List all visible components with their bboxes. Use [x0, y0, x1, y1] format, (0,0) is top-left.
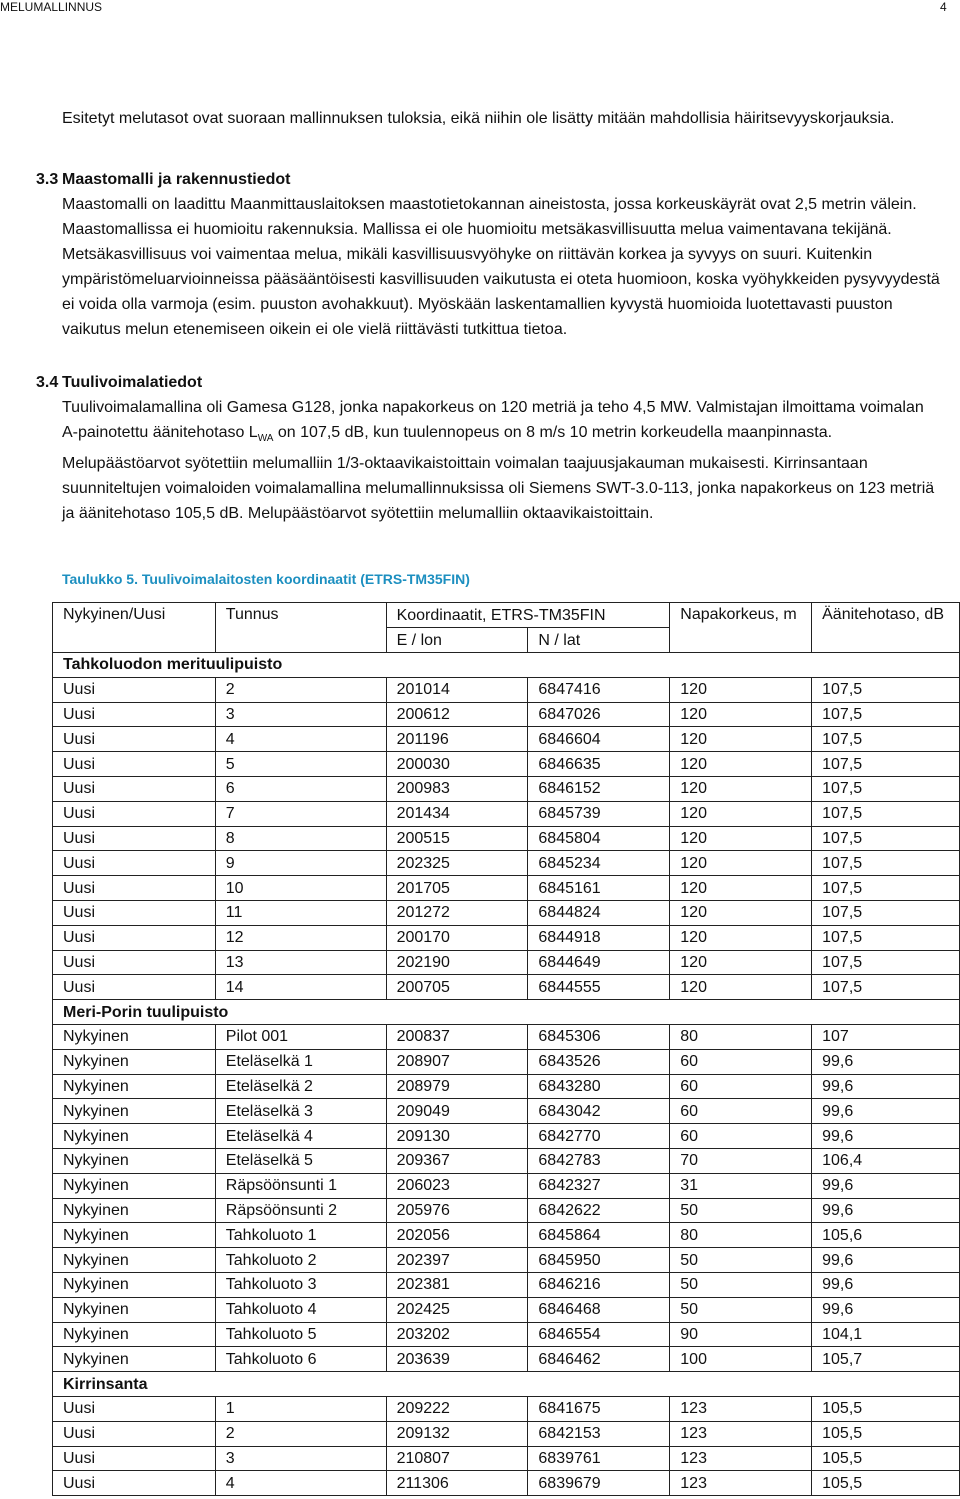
subscript: WA — [257, 433, 274, 445]
page-number: 4 — [940, 0, 947, 14]
table-cell: Uusi — [53, 1446, 216, 1471]
table-row — [53, 975, 960, 1000]
table-cell: 6846468 — [528, 1297, 670, 1322]
section-title: Maastomalli ja rakennustiedot — [62, 171, 291, 188]
table-row — [53, 950, 960, 975]
table-cell: 12 — [215, 925, 386, 950]
table-cell: 6845306 — [528, 1024, 670, 1049]
group-row — [53, 1000, 960, 1025]
table-cell: 80 — [670, 1024, 812, 1049]
table-cell: 120 — [670, 851, 812, 876]
table-row — [53, 776, 960, 801]
table-cell: 206023 — [386, 1173, 528, 1198]
table-cell: Tahkoluoto 6 — [215, 1347, 386, 1372]
section-title: Tuulivoimalatiedot — [62, 374, 203, 391]
table-cell: Räpsöönsunti 2 — [215, 1198, 386, 1223]
table-cell: 208907 — [386, 1049, 528, 1074]
table-row — [53, 1347, 960, 1372]
group-row — [53, 653, 960, 678]
table-cell: 107 — [812, 1024, 960, 1049]
table-cell: 107,5 — [812, 801, 960, 826]
table-cell: Tahkoluoto 3 — [215, 1272, 386, 1297]
header-coordinates: Koordinaatit, ETRS-TM35FIN — [386, 603, 670, 628]
table-cell: 99,6 — [812, 1049, 960, 1074]
table-row — [53, 1074, 960, 1099]
table-cell: 120 — [670, 752, 812, 777]
table-row — [53, 1099, 960, 1124]
table-row — [53, 876, 960, 901]
table-cell: 6845864 — [528, 1223, 670, 1248]
table-cell: 107,5 — [812, 677, 960, 702]
table-cell: 8 — [215, 826, 386, 851]
table-cell: Nykyinen — [53, 1198, 216, 1223]
table-cell: 201272 — [386, 900, 528, 925]
table-cell: 105,6 — [812, 1223, 960, 1248]
header-sound-power: Äänitehotaso, dB — [812, 603, 960, 653]
table-cell: 13 — [215, 950, 386, 975]
table-cell: Uusi — [53, 801, 216, 826]
table-cell: Nykyinen — [53, 1347, 216, 1372]
header-easting: E / lon — [386, 628, 528, 653]
group-name: Meri-Porin tuulipuisto — [53, 1000, 960, 1025]
table-cell: Uusi — [53, 752, 216, 777]
table-cell: 203202 — [386, 1322, 528, 1347]
table-cell: 3 — [215, 1446, 386, 1471]
table-cell: Räpsöönsunti 1 — [215, 1173, 386, 1198]
table-cell: 203639 — [386, 1347, 528, 1372]
table-cell: 6845234 — [528, 851, 670, 876]
table-cell: 200030 — [386, 752, 528, 777]
table-cell: 6847026 — [528, 702, 670, 727]
table-cell: 50 — [670, 1297, 812, 1322]
table-cell: 202190 — [386, 950, 528, 975]
table-cell: 120 — [670, 975, 812, 1000]
table-cell: Nykyinen — [53, 1223, 216, 1248]
table-cell: 123 — [670, 1446, 812, 1471]
table-cell: 200612 — [386, 702, 528, 727]
table-cell: Eteläselkä 2 — [215, 1074, 386, 1099]
header-status: Nykyinen/Uusi — [53, 603, 216, 653]
table-cell: Nykyinen — [53, 1099, 216, 1124]
table-cell: 201014 — [386, 677, 528, 702]
table-cell: 6844824 — [528, 900, 670, 925]
table-cell: 5 — [215, 752, 386, 777]
table-cell: 10 — [215, 876, 386, 901]
table-cell: 6845739 — [528, 801, 670, 826]
table-cell: Nykyinen — [53, 1272, 216, 1297]
table-cell: Uusi — [53, 900, 216, 925]
table-row — [53, 1049, 960, 1074]
table-cell: 6846216 — [528, 1272, 670, 1297]
table-row — [53, 826, 960, 851]
table-row — [53, 1471, 960, 1496]
header-northing: N / lat — [528, 628, 670, 653]
table-cell: 201705 — [386, 876, 528, 901]
table-cell: 107,5 — [812, 776, 960, 801]
table-row — [53, 1322, 960, 1347]
table-cell: 123 — [670, 1396, 812, 1421]
intro-paragraph: Esitetyt melutasot ovat suoraan mallinnuksen tuloksia, eikä niihin ole lisätty mitään mahdollisia häiritsevyyskorjauksia. — [62, 110, 895, 127]
table-cell: 120 — [670, 702, 812, 727]
table-cell: 50 — [670, 1248, 812, 1273]
table-cell: 31 — [670, 1173, 812, 1198]
table-cell: 107,5 — [812, 950, 960, 975]
table-cell: 107,5 — [812, 975, 960, 1000]
table-cell: 60 — [670, 1074, 812, 1099]
table-cell: 99,6 — [812, 1124, 960, 1149]
page-header — [0, 0, 960, 14]
section-number: 3.3 — [36, 171, 59, 188]
table-cell: 6842770 — [528, 1124, 670, 1149]
table-cell: 202381 — [386, 1272, 528, 1297]
table-cell: 200170 — [386, 925, 528, 950]
table-cell: Uusi — [53, 727, 216, 752]
table-cell: Nykyinen — [53, 1148, 216, 1173]
table-cell: 50 — [670, 1198, 812, 1223]
table-cell: 209130 — [386, 1124, 528, 1149]
table-cell: Nykyinen — [53, 1124, 216, 1149]
table-row — [53, 1248, 960, 1273]
table-cell: 120 — [670, 727, 812, 752]
group-name: Tahkoluodon merituulipuisto — [53, 653, 960, 678]
table-row — [53, 677, 960, 702]
table-cell: 6846554 — [528, 1322, 670, 1347]
table-cell: 60 — [670, 1049, 812, 1074]
table-row — [53, 1297, 960, 1322]
table-cell: 7 — [215, 801, 386, 826]
table-cell: 105,5 — [812, 1471, 960, 1496]
table-cell: 120 — [670, 801, 812, 826]
group-name: Kirrinsanta — [53, 1372, 960, 1397]
coordinates-table — [52, 602, 960, 1496]
table-cell: 107,5 — [812, 900, 960, 925]
table-cell: Nykyinen — [53, 1248, 216, 1273]
table-cell: 99,6 — [812, 1074, 960, 1099]
table-row — [53, 900, 960, 925]
table-cell: Uusi — [53, 925, 216, 950]
table-row — [53, 801, 960, 826]
table-cell: 99,6 — [812, 1173, 960, 1198]
table-cell: 6843280 — [528, 1074, 670, 1099]
section-number: 3.4 — [36, 374, 59, 391]
table-cell: Tahkoluoto 2 — [215, 1248, 386, 1273]
table-cell: 6843526 — [528, 1049, 670, 1074]
table-cell: 4 — [215, 727, 386, 752]
table-cell: 6845950 — [528, 1248, 670, 1273]
table-cell: 6842153 — [528, 1421, 670, 1446]
table-cell: 6 — [215, 776, 386, 801]
table-cell: Nykyinen — [53, 1024, 216, 1049]
table-cell: Uusi — [53, 702, 216, 727]
table-cell: 200983 — [386, 776, 528, 801]
table-cell: 6844918 — [528, 925, 670, 950]
table-cell: Eteläselkä 4 — [215, 1124, 386, 1149]
body-part: on 107,5 dB, kun tuulennopeus on 8 m/s 10 metrin korkeudella maanpinnasta. Melupäästöarvot syötettiin melumalliin 1/3-oktaavikaistoittain voimalan taajuusjakauman mukaisesti. Kirrinsantaan suunniteltujen voimaloiden voimalamallina melumallinnuksissa oli Siemens SWT-3.0-113, jonka napakorkeus on 123 metriä ja äänitehotaso 105,5 dB. Melupäästöarvot syötettiin melumalliin oktaavikaistoittain. — [62, 424, 935, 523]
table-cell: 201434 — [386, 801, 528, 826]
table-cell: 11 — [215, 900, 386, 925]
table-row — [53, 1198, 960, 1223]
table-cell: Tahkoluoto 5 — [215, 1322, 386, 1347]
table-cell: Nykyinen — [53, 1173, 216, 1198]
table-row — [53, 1272, 960, 1297]
table-cell: 50 — [670, 1272, 812, 1297]
table-cell: 120 — [670, 876, 812, 901]
table-cell: 60 — [670, 1099, 812, 1124]
table-cell: Uusi — [53, 975, 216, 1000]
table-cell: 201196 — [386, 727, 528, 752]
table-cell: 6842327 — [528, 1173, 670, 1198]
table-cell: 107,5 — [812, 925, 960, 950]
table-cell: 123 — [670, 1421, 812, 1446]
table-cell: 6846604 — [528, 727, 670, 752]
table-row — [53, 851, 960, 876]
table-row — [53, 702, 960, 727]
table-cell: Eteläselkä 1 — [215, 1049, 386, 1074]
table-row — [53, 1421, 960, 1446]
table-cell: 90 — [670, 1322, 812, 1347]
table-row — [53, 1223, 960, 1248]
table-cell: 120 — [670, 900, 812, 925]
table-cell: 9 — [215, 851, 386, 876]
table-cell: 105,7 — [812, 1347, 960, 1372]
table-cell: 6847416 — [528, 677, 670, 702]
table-cell: 202425 — [386, 1297, 528, 1322]
table-body — [53, 653, 960, 1496]
table-cell: 3 — [215, 702, 386, 727]
table-cell: Uusi — [53, 1471, 216, 1496]
table-cell: 107,5 — [812, 851, 960, 876]
table-row — [53, 752, 960, 777]
table-cell: 202397 — [386, 1248, 528, 1273]
header-hub-height: Napakorkeus, m — [670, 603, 812, 653]
table-cell: 104,1 — [812, 1322, 960, 1347]
table-cell: 99,6 — [812, 1297, 960, 1322]
table-cell: Uusi — [53, 677, 216, 702]
table-cell: 100 — [670, 1347, 812, 1372]
table-cell: Uusi — [53, 1396, 216, 1421]
table-cell: Nykyinen — [53, 1297, 216, 1322]
table-cell: 120 — [670, 677, 812, 702]
table-row — [53, 1173, 960, 1198]
table-cell: 105,5 — [812, 1446, 960, 1471]
table-cell: 6842783 — [528, 1148, 670, 1173]
table-cell: 6841675 — [528, 1396, 670, 1421]
table-cell: 210807 — [386, 1446, 528, 1471]
table-cell: 208979 — [386, 1074, 528, 1099]
table-cell: 209367 — [386, 1148, 528, 1173]
table-cell: 6846635 — [528, 752, 670, 777]
table-cell: 202056 — [386, 1223, 528, 1248]
table-cell: Uusi — [53, 1421, 216, 1446]
table-cell: 99,6 — [812, 1272, 960, 1297]
table-cell: 120 — [670, 776, 812, 801]
table-cell: 6843042 — [528, 1099, 670, 1124]
section-paragraph — [62, 395, 942, 526]
header-id: Tunnus — [215, 603, 386, 653]
table-cell: 1 — [215, 1396, 386, 1421]
table-cell: 99,6 — [812, 1198, 960, 1223]
table-cell: Uusi — [53, 950, 216, 975]
table-cell: 2 — [215, 1421, 386, 1446]
table-cell: 6846462 — [528, 1347, 670, 1372]
table-cell: 123 — [670, 1471, 812, 1496]
table-cell: Uusi — [53, 876, 216, 901]
table-cell: 6846152 — [528, 776, 670, 801]
table-cell: 70 — [670, 1148, 812, 1173]
table-cell: 205976 — [386, 1198, 528, 1223]
table-row — [53, 925, 960, 950]
table-cell: 120 — [670, 925, 812, 950]
table-cell: 107,5 — [812, 826, 960, 851]
table-cell: 60 — [670, 1124, 812, 1149]
table-cell: Pilot 001 — [215, 1024, 386, 1049]
table-cell: 209222 — [386, 1396, 528, 1421]
table-cell: 6839679 — [528, 1471, 670, 1496]
table-row — [53, 1446, 960, 1471]
table-row — [53, 1024, 960, 1049]
table-cell: 107,5 — [812, 752, 960, 777]
table-cell: Nykyinen — [53, 1049, 216, 1074]
table-cell: 6844649 — [528, 950, 670, 975]
table-cell: 6842622 — [528, 1198, 670, 1223]
table-cell: 106,4 — [812, 1148, 960, 1173]
table-cell: 120 — [670, 826, 812, 851]
table-cell: Eteläselkä 5 — [215, 1148, 386, 1173]
table-cell: 2 — [215, 677, 386, 702]
header-title: MELUMALLINNUS — [0, 0, 103, 14]
table-cell: 105,5 — [812, 1396, 960, 1421]
table-cell: 80 — [670, 1223, 812, 1248]
table-cell: 200515 — [386, 826, 528, 851]
table-cell: Nykyinen — [53, 1322, 216, 1347]
table-cell: 6839761 — [528, 1446, 670, 1471]
table-cell: 99,6 — [812, 1099, 960, 1124]
table-cell: 211306 — [386, 1471, 528, 1496]
table-cell: Nykyinen — [53, 1074, 216, 1099]
table-row — [53, 1396, 960, 1421]
table-cell: 200705 — [386, 975, 528, 1000]
group-row — [53, 1372, 960, 1397]
table-cell: 14 — [215, 975, 386, 1000]
table-cell: Uusi — [53, 851, 216, 876]
table-cell: 120 — [670, 950, 812, 975]
table-cell: Uusi — [53, 776, 216, 801]
table-cell: 4 — [215, 1471, 386, 1496]
table-cell: Tahkoluoto 1 — [215, 1223, 386, 1248]
table-cell: 6844555 — [528, 975, 670, 1000]
table-cell: 107,5 — [812, 702, 960, 727]
table-row — [53, 1148, 960, 1173]
table-cell: Uusi — [53, 826, 216, 851]
table-cell: 99,6 — [812, 1248, 960, 1273]
table-cell: Eteläselkä 3 — [215, 1099, 386, 1124]
table-caption: Taulukko 5. Tuulivoimalaitosten koordinaatit (ETRS-TM35FIN) — [62, 571, 470, 587]
table-row — [53, 727, 960, 752]
table-cell: 200837 — [386, 1024, 528, 1049]
table-cell: 107,5 — [812, 727, 960, 752]
body-part: Tuulivoimalamallina oli Gamesa G128, jonka napakorkeus on 120 metriä ja teho 4,5 MW. Valmistajan ilmoittama voimalan A-painotettu äänitehotaso L — [62, 399, 924, 441]
section-paragraph: Maastomalli on laadittu Maanmittauslaitoksen maastotietokannan aineistosta, jossa korkeuskäyrät ovat 2,5 metrin välein. Maastomallissa ei huomioitu rakennuksia. Mallissa ei ole huomioitu metsäkasvillisuutta melua vaimentavana tekijänä. Metsäkasvillisuus voi vaimentaa melua, mikäli kasvillisuusvyöhyke on riittävän korkea ja syvyys on suuri. Kuitenkin ympäristömeluarvioinneissa pääsääntöisesti kasvillisuuden vaikutusta ei oteta huomioon, koska vyöhykkeiden pysyvyydestä ei voida olla varmoja (esim. puuston avohakkuut). Myöskään laskentamallien kyvystä huomioida luotettavasti puuston vaikutus melun etenemiseen oikein ei ole vielä riittävästi tutkittua tietoa. — [62, 196, 940, 338]
table-cell: 202325 — [386, 851, 528, 876]
table-cell: 209132 — [386, 1421, 528, 1446]
table-cell: 209049 — [386, 1099, 528, 1124]
table-cell: 6845161 — [528, 876, 670, 901]
table-row — [53, 1124, 960, 1149]
table-cell: 107,5 — [812, 876, 960, 901]
table-cell: 105,5 — [812, 1421, 960, 1446]
table-cell: Tahkoluoto 4 — [215, 1297, 386, 1322]
table-cell: 6845804 — [528, 826, 670, 851]
